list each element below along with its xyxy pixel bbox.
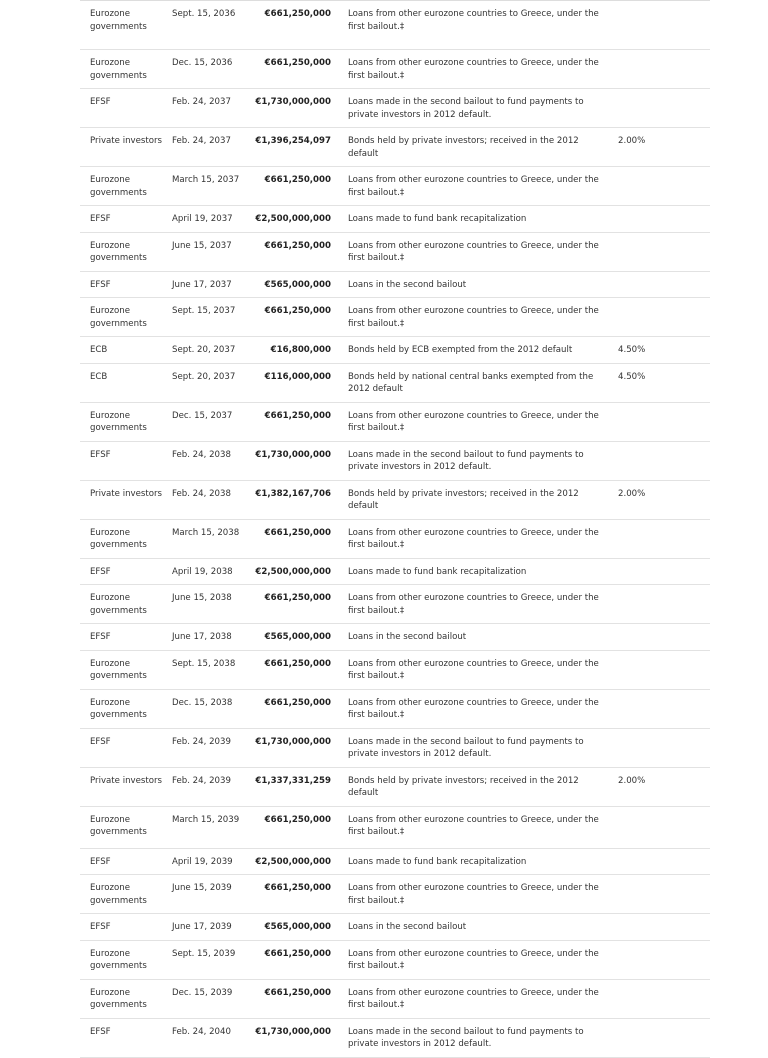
amount-cell: €661,250,000 — [264, 527, 331, 538]
holder-cell: Eurozone governments — [90, 410, 147, 433]
debt-maturity-table — [80, 0, 710, 1058]
table-row — [80, 980, 710, 1019]
description-cell: Bonds held by private investors; received in the 2012 default — [348, 488, 579, 511]
holder-cell: Eurozone governments — [90, 527, 147, 550]
date-cell: Sept. 15, 2038 — [172, 658, 236, 669]
date-cell: Sept. 20, 2037 — [172, 371, 236, 382]
date-cell: March 15, 2039 — [172, 814, 240, 825]
date-cell: Sept. 15, 2037 — [172, 306, 236, 316]
holder-cell: Eurozone governments — [90, 948, 147, 971]
date-cell: June 17, 2039 — [172, 922, 232, 932]
holder-cell: EFSF — [90, 736, 111, 747]
amount-cell: €2,500,000,000 — [255, 566, 331, 577]
table-row — [80, 875, 710, 914]
amount-cell: €1,730,000,000 — [255, 449, 331, 460]
table-row — [80, 807, 710, 849]
description-cell: Loans from other eurozone countries to Greece, under the first bailout.‡ — [348, 527, 599, 550]
date-cell: Feb. 24, 2037 — [172, 136, 231, 146]
table-row — [80, 768, 710, 807]
date-cell: March 15, 2037 — [172, 175, 240, 185]
description-cell: Bonds held by national central banks exempted from the 2012 default — [348, 371, 594, 394]
description-cell: Loans from other eurozone countries to Greece, under the first bailout.‡ — [348, 948, 599, 971]
holder-cell: Eurozone governments — [90, 883, 147, 906]
amount-cell: €1,730,000,000 — [255, 1026, 331, 1037]
holder-cell: Eurozone governments — [90, 697, 147, 720]
table-row — [80, 1019, 710, 1058]
table-row — [80, 233, 710, 272]
table-row — [80, 167, 710, 206]
holder-cell: Eurozone governments — [90, 175, 147, 198]
amount-cell: €661,250,000 — [264, 175, 331, 185]
holder-cell: ECB — [90, 371, 108, 382]
amount-cell: €661,250,000 — [264, 240, 331, 251]
amount-cell: €661,250,000 — [264, 410, 331, 421]
table-row — [80, 442, 710, 481]
table-row — [80, 481, 710, 520]
holder-cell: Private investors — [90, 775, 163, 786]
date-cell: April 19, 2038 — [172, 566, 233, 577]
table-row — [80, 559, 710, 586]
date-cell: Dec. 15, 2039 — [172, 987, 233, 998]
table-row — [80, 585, 710, 624]
amount-cell: €565,000,000 — [264, 922, 331, 932]
holder-cell: Private investors — [90, 488, 163, 499]
description-cell: Loans from other eurozone countries to Greece, under the first bailout.‡ — [348, 697, 599, 720]
holder-cell: EFSF — [90, 97, 111, 107]
description-cell: Loans from other eurozone countries to Greece, under the first bailout.‡ — [348, 9, 599, 32]
amount-cell: €661,250,000 — [264, 948, 331, 959]
date-cell: Dec. 15, 2037 — [172, 410, 233, 421]
rate-cell: 2.00% — [618, 136, 646, 146]
date-cell: June 15, 2037 — [172, 240, 232, 251]
date-cell: June 15, 2038 — [172, 593, 232, 603]
description-cell: Loans in the second bailout — [348, 632, 467, 642]
table-row — [80, 690, 710, 729]
description-cell: Loans from other eurozone countries to Greece, under the first bailout.‡ — [348, 814, 599, 837]
amount-cell: €1,396,254,097 — [255, 136, 331, 146]
amount-cell: €661,250,000 — [264, 306, 331, 316]
amount-cell: €661,250,000 — [264, 697, 331, 708]
description-cell: Loans from other eurozone countries to Greece, under the first bailout.‡ — [348, 410, 599, 433]
date-cell: Sept. 15, 2039 — [172, 948, 236, 959]
holder-cell: EFSF — [90, 856, 111, 867]
amount-cell: €661,250,000 — [264, 814, 331, 825]
date-cell: March 15, 2038 — [172, 527, 240, 538]
amount-cell: €661,250,000 — [264, 987, 331, 998]
description-cell: Loans from other eurozone countries to Greece, under the first bailout.‡ — [348, 240, 599, 263]
table-row — [80, 651, 710, 690]
holder-cell: Private investors — [90, 136, 163, 146]
holder-cell: EFSF — [90, 279, 111, 290]
description-cell: Bonds held by private investors; received in the 2012 default — [348, 775, 579, 798]
amount-cell: €16,800,000 — [270, 345, 331, 355]
date-cell: Feb. 24, 2038 — [172, 449, 231, 460]
table-row — [80, 337, 710, 364]
holder-cell: ECB — [90, 345, 108, 355]
date-cell: Feb. 24, 2038 — [172, 488, 231, 499]
description-cell: Loans made in the second bailout to fund payments to private investors in 2012 default. — [348, 736, 584, 759]
description-cell: Loans from other eurozone countries to Greece, under the first bailout.‡ — [348, 593, 599, 616]
amount-cell: €661,250,000 — [264, 58, 331, 68]
table-row — [80, 298, 710, 337]
amount-cell: €661,250,000 — [264, 883, 331, 893]
table-row — [80, 520, 710, 559]
amount-cell: €661,250,000 — [264, 9, 331, 19]
amount-cell: €1,337,331,259 — [255, 775, 331, 786]
table-row — [80, 89, 710, 128]
description-cell: Bonds held by private investors; received in the 2012 default — [348, 136, 579, 159]
description-cell: Loans in the second bailout — [348, 279, 467, 290]
amount-cell: €2,500,000,000 — [255, 214, 331, 224]
date-cell: Dec. 15, 2036 — [172, 58, 233, 68]
date-cell: Feb. 24, 2039 — [172, 775, 231, 786]
description-cell: Loans made to fund bank recapitalization — [348, 214, 527, 224]
date-cell: Feb. 24, 2037 — [172, 97, 231, 107]
date-cell: June 17, 2037 — [172, 279, 232, 290]
table-row — [80, 206, 710, 233]
amount-cell: €1,730,000,000 — [255, 736, 331, 747]
holder-cell: EFSF — [90, 632, 111, 642]
table-row — [80, 272, 710, 299]
description-cell: Bonds held by ECB exempted from the 2012 default — [348, 345, 573, 355]
date-cell: June 17, 2038 — [172, 632, 232, 642]
description-cell: Loans made in the second bailout to fund payments to private investors in 2012 default. — [348, 449, 584, 472]
holder-cell: Eurozone governments — [90, 58, 147, 81]
holder-cell: Eurozone governments — [90, 814, 147, 837]
date-cell: April 19, 2039 — [172, 856, 233, 867]
date-cell: Feb. 24, 2040 — [172, 1026, 231, 1037]
amount-cell: €116,000,000 — [264, 371, 331, 382]
date-cell: Sept. 20, 2037 — [172, 345, 236, 355]
description-cell: Loans made to fund bank recapitalization — [348, 856, 527, 867]
rate-cell: 2.00% — [618, 775, 646, 786]
rate-cell: 2.00% — [618, 488, 646, 499]
description-cell: Loans from other eurozone countries to Greece, under the first bailout.‡ — [348, 883, 599, 906]
table-row — [80, 729, 710, 768]
holder-cell: Eurozone governments — [90, 987, 147, 1010]
table-row — [80, 941, 710, 980]
table-row — [80, 50, 710, 89]
date-cell: June 15, 2039 — [172, 883, 232, 893]
description-cell: Loans made in the second bailout to fund payments to private investors in 2012 default. — [348, 97, 584, 120]
description-cell: Loans made to fund bank recapitalization — [348, 566, 527, 577]
description-cell: Loans from other eurozone countries to Greece, under the first bailout.‡ — [348, 306, 599, 329]
description-cell: Loans made in the second bailout to fund payments to private investors in 2012 default. — [348, 1026, 584, 1049]
table-row — [80, 914, 710, 941]
holder-cell: EFSF — [90, 566, 111, 577]
amount-cell: €565,000,000 — [264, 279, 331, 290]
date-cell: Sept. 15, 2036 — [172, 9, 236, 19]
date-cell: Feb. 24, 2039 — [172, 736, 231, 747]
description-cell: Loans from other eurozone countries to Greece, under the first bailout.‡ — [348, 658, 599, 681]
description-cell: Loans from other eurozone countries to Greece, under the first bailout.‡ — [348, 58, 599, 81]
description-cell: Loans from other eurozone countries to Greece, under the first bailout.‡ — [348, 175, 599, 198]
holder-cell: EFSF — [90, 449, 111, 460]
holder-cell: Eurozone governments — [90, 593, 147, 616]
holder-cell: EFSF — [90, 1026, 111, 1037]
holder-cell: Eurozone governments — [90, 658, 147, 681]
amount-cell: €2,500,000,000 — [255, 856, 331, 867]
table-row — [80, 128, 710, 167]
table-row — [80, 403, 710, 442]
rate-cell: 4.50% — [618, 345, 646, 355]
holder-cell: EFSF — [90, 214, 111, 224]
amount-cell: €661,250,000 — [264, 593, 331, 603]
table-row — [80, 364, 710, 403]
amount-cell: €1,382,167,706 — [255, 488, 331, 499]
date-cell: Dec. 15, 2038 — [172, 697, 233, 708]
table-row — [80, 624, 710, 651]
amount-cell: €661,250,000 — [264, 658, 331, 669]
amount-cell: €565,000,000 — [264, 632, 331, 642]
holder-cell: Eurozone governments — [90, 9, 147, 32]
description-cell: Loans in the second bailout — [348, 922, 467, 932]
rate-cell: 4.50% — [618, 371, 646, 382]
holder-cell: Eurozone governments — [90, 240, 147, 263]
description-cell: Loans from other eurozone countries to Greece, under the first bailout.‡ — [348, 987, 599, 1010]
date-cell: April 19, 2037 — [172, 214, 233, 224]
holder-cell: Eurozone governments — [90, 306, 147, 329]
table-row — [80, 1, 710, 50]
amount-cell: €1,730,000,000 — [255, 97, 331, 107]
holder-cell: EFSF — [90, 922, 111, 932]
table-row — [80, 849, 710, 876]
